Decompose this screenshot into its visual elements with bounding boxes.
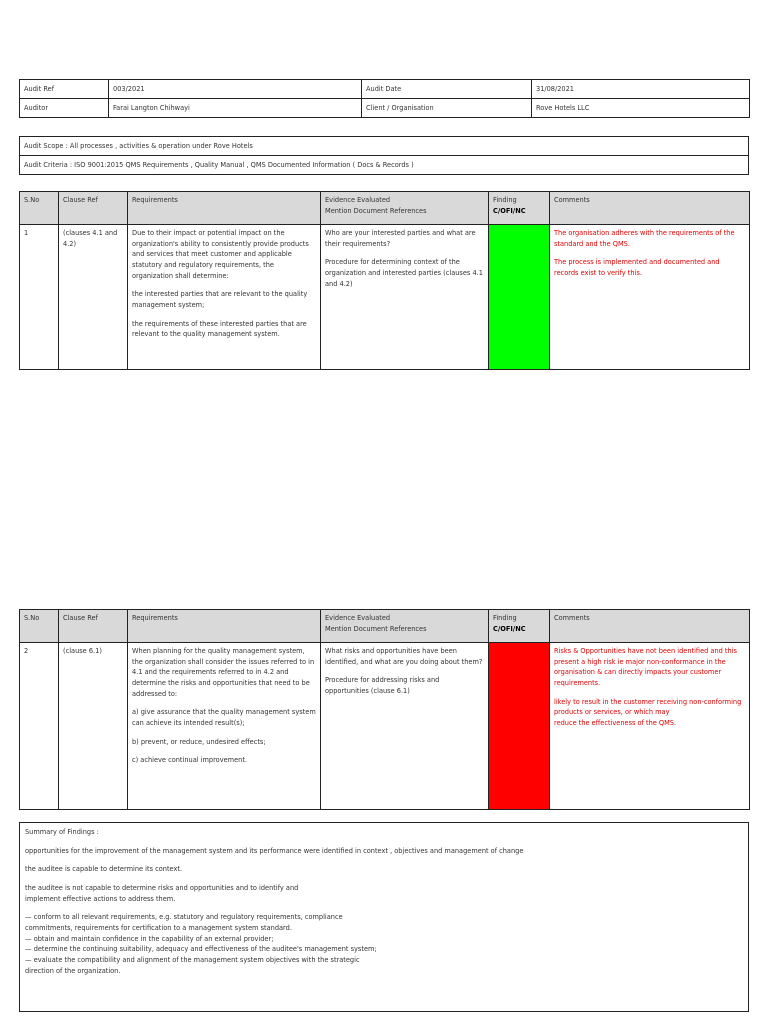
row-clause: (clauses 4.1 and 4.2) bbox=[59, 225, 128, 370]
header-clause: Clause Ref bbox=[59, 610, 128, 643]
audit-meta-table bbox=[19, 79, 750, 118]
row-evidence: Who are your interested parties and what are their requirements? Procedure for determining context of the organization and interested parties (clauses 4.1 and 4.2) bbox=[321, 225, 489, 370]
row-sno: 1 bbox=[20, 225, 59, 370]
header-comments: Comments bbox=[550, 610, 750, 643]
summary-line: the auditee is not capable to determine risks and opportunities and to identify and implement effective actions to address them. bbox=[25, 884, 299, 903]
finding-status-cell bbox=[489, 643, 550, 810]
audit-scope-table bbox=[19, 136, 749, 175]
header-finding: Finding C/OFI/NC bbox=[489, 192, 550, 225]
table-header-row bbox=[20, 610, 750, 643]
header-clause: Clause Ref bbox=[59, 192, 128, 225]
table-header-row bbox=[20, 192, 750, 225]
summary-line: the auditee is capable to determine its context. bbox=[25, 865, 183, 874]
table-row bbox=[20, 225, 750, 370]
row-comments: The organisation adheres with the requirements of the standard and the QMS. The process is implemented and documented and records exist to verify this. bbox=[550, 225, 750, 370]
client-value: Rove Hotels LLC bbox=[532, 99, 750, 118]
table-row bbox=[20, 643, 750, 810]
header-sno: S.No bbox=[20, 610, 59, 643]
audit-ref-label: Audit Ref bbox=[20, 80, 109, 99]
auditor-label: Auditor bbox=[20, 99, 109, 118]
header-requirements: Requirements bbox=[128, 610, 321, 643]
row-requirements: When planning for the quality management system, the organization shall consider the issues referred to in 4.1 and the requirements referred to in 4.2 and determine the risks and opportunities that need to be addressed to: a) give assurance that the quality management system can achieve its intended result(s); b) prevent, or reduce, undesired effects; c) achieve continual improvement. bbox=[128, 643, 321, 810]
header-evidence: Evidence Evaluated Mention Document References bbox=[321, 192, 489, 225]
audit-date-label: Audit Date bbox=[362, 80, 532, 99]
summary-line: opportunities for the improvement of the management system and its performance were identified in context , objectives and management of change bbox=[25, 846, 524, 855]
row-comments: Risks & Opportunities have not been identified and this present a high risk ie major non-conformance in the organisation & can directly impacts your customer requirements. likely to result in the customer receiving non-conforming products or services, or which may reduce the effectiveness of the QMS. bbox=[550, 643, 750, 810]
audit-scope: Audit Scope : All processes , activities & operation under Rove Hotels bbox=[20, 137, 749, 156]
header-finding: Finding C/OFI/NC bbox=[489, 610, 550, 643]
auditor-value: Farai Langton Chihwayi bbox=[109, 99, 362, 118]
row-requirements: Due to their impact or potential impact on the organization's ability to consistently provide products and services that meet customer and applicable statutory and regulatory requirements, the organization shall determine: the interested parties that are relevant to the quality management system; the requirements of these interested parties that are relevant to the quality management system. bbox=[128, 225, 321, 370]
summary-title: Summary of Findings : bbox=[25, 828, 99, 836]
row-clause: (clause 6.1) bbox=[59, 643, 128, 810]
summary-of-findings bbox=[19, 822, 749, 1012]
row-sno: 2 bbox=[20, 643, 59, 810]
audit-criteria: Audit Criteria : ISO 9001:2015 QMS Requirements , Quality Manual , QMS Documented Information ( Docs & Records ) bbox=[20, 156, 749, 175]
findings-table-1 bbox=[19, 191, 750, 370]
header-sno: S.No bbox=[20, 192, 59, 225]
client-label: Client / Organisation bbox=[362, 99, 532, 118]
finding-status-cell bbox=[489, 225, 550, 370]
row-evidence: What risks and opportunities have been identified, and what are you doing about them? Procedure for addressing risks and opportunities (clause 6.1) bbox=[321, 643, 489, 810]
header-comments: Comments bbox=[550, 192, 750, 225]
audit-ref-value: 003/2021 bbox=[109, 80, 362, 99]
audit-date-value: 31/08/2021 bbox=[532, 80, 750, 99]
header-evidence: Evidence Evaluated Mention Document References bbox=[321, 610, 489, 643]
findings-table-2 bbox=[19, 609, 750, 810]
header-requirements: Requirements bbox=[128, 192, 321, 225]
summary-line: — conform to all relevant requirements, e.g. statutory and regulatory requirements, compliance commitments, requirements for certification to a management system standard. — obtain and maintain confidence in the capability of an external provider; — determine the continuing suitability, adequacy and effectiveness of the auditee's management system; — evaluate the compatibility and alignment of the management system objectives with the strategic direction of the organization. bbox=[25, 913, 377, 975]
